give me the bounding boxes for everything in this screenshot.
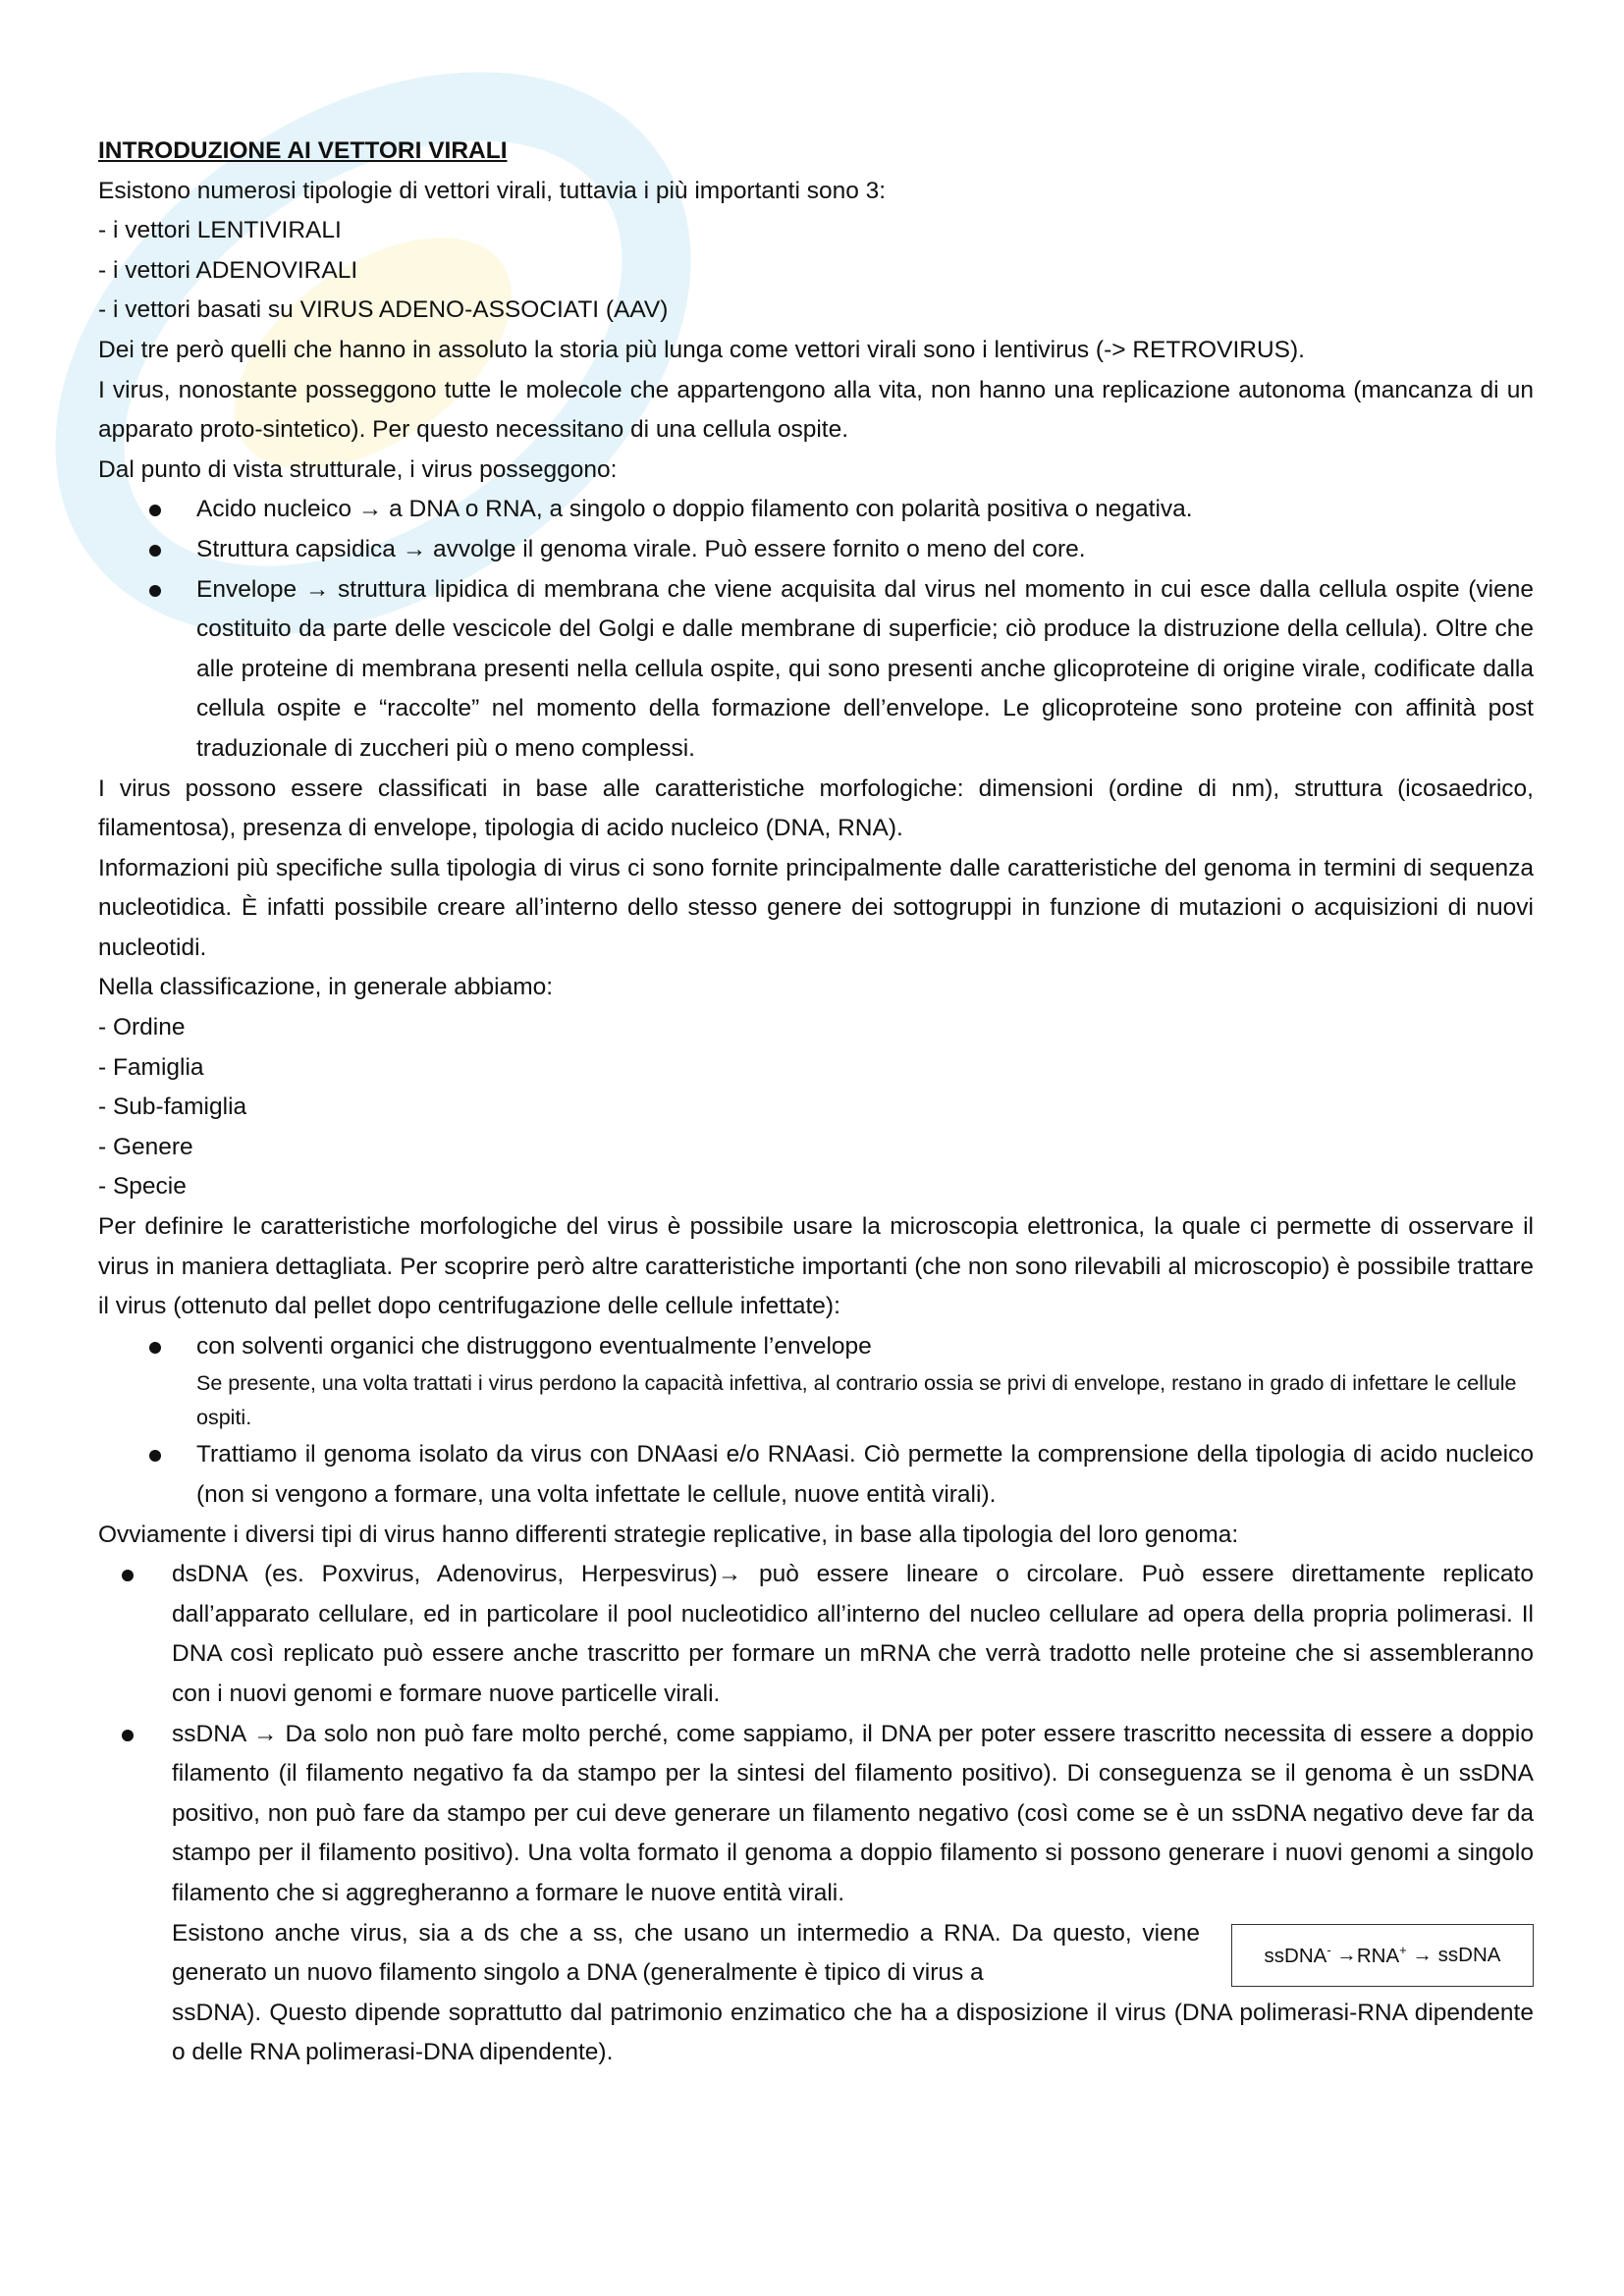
intro-list-item: - i vettori LENTIVIRALI	[98, 217, 342, 244]
treatment-bullet: Trattiamo il genoma isolato da virus con DNAasi e/o RNAasi. Ciò permette la comprensione della tipologia di acido nucleico (non si vengono a formare, una volta infettate le cellule, nuove entità virali).	[98, 1435, 1534, 1515]
page-title: INTRODUZIONE AI VETTORI VIRALI	[98, 137, 508, 164]
document-page	[98, 132, 1534, 2073]
taxonomy-item: - Famiglia	[98, 1053, 204, 1081]
intro-list-item: - i vettori ADENOVIRALI	[98, 256, 358, 284]
intro-list-item: - i vettori basati su VIRUS ADENO-ASSOCIATI (AAV)	[98, 296, 669, 324]
treatment-bullet: con solventi organici che distruggono eventualmente l’envelope	[98, 1327, 1534, 1367]
bullet-icon	[149, 505, 161, 516]
bullet-icon	[149, 1342, 161, 1354]
arrow-right-icon: →	[1336, 1943, 1357, 1966]
intro-line: Dal punto di vista strutturale, i virus posseggono:	[98, 455, 618, 483]
bullet-icon	[122, 1730, 134, 1741]
arrow-right-icon: →	[1412, 1943, 1433, 1966]
taxonomy-item: - Specie	[98, 1173, 187, 1201]
ssdna-extra-text: Esistono anche virus, sia a ds che a ss, che usano un intermedio a RNA. Da questo, viene generato un nuovo filamento singolo a DNA (generalmente è tipico di virus a	[172, 1919, 1200, 1987]
bullet-icon	[149, 545, 161, 557]
classification-paragraph: Informazioni più specifiche sulla tipologia di virus ci sono fornite principalmente dalle caratteristiche del genoma in termini di sequenza nucleotidica. È infatti possibile creare all’interno dello stesso genere dei sottogruppi in funzione di mutazioni o acquisizioni di nuovi nucleotidi.	[98, 854, 1534, 961]
eq-rna-plus: RNA+	[1356, 1942, 1407, 1967]
structure-bullet: Acido nucleico → a DNA o RNA, a singolo o doppio filamento con polarità positiva o negativa.	[98, 490, 1534, 530]
bullet-icon	[122, 1570, 134, 1581]
classification-paragraph: Nella classificazione, in generale abbiamo:	[98, 974, 554, 1001]
taxonomy-item: - Ordine	[98, 1014, 186, 1041]
replication-equation-box	[1231, 1924, 1534, 1987]
strategies-intro: Ovviamente i diversi tipi di virus hanno differenti strategie replicative, in base alla tipologia del loro genoma:	[98, 1521, 1239, 1548]
intro-paragraph: I virus, nonostante posseggono tutte le molecole che appartengono alla vita, non hanno una replicazione autonoma (mancanza di un apparato proto-sintetico). Per questo necessitano di una cellula ospite.	[98, 376, 1534, 444]
strategy-bullet-dsdna: dsDNA (es. Poxvirus, Adenovirus, Herpesvirus)→ può essere lineare o circolare. Può essere direttamente replicato dall’apparato cellulare, ed in particolare il pool nucleotidico all’interno del nucleo cellulare ad opera della propria polimerasi. Il DNA così replicato può essere anche trascritto per formare un mRNA che verrà tradotto nelle proteine che si assembleranno con i nuovi genomi e formare nuove particelle virali.	[98, 1555, 1534, 1714]
classification-paragraph: I virus possono essere classificati in base alle caratteristiche morfologiche: dimensioni (ordine di nm), struttura (icosaedrico, filamentosa), presenza di envelope, tipologia di acido nucleico (DNA, RNA).	[98, 774, 1534, 842]
bullet-icon	[149, 585, 161, 597]
strategy-bullet-ssdna: ssDNA → Da solo non può fare molto perché, come sappiamo, il DNA per poter essere trascritto necessita di essere a doppio filamento (il filamento negativo fa da stampo per la sintesi del filamento positivo). Di conseguenza se il genoma è un ssDNA positivo, non può fare da stampo per cui deve generare un filamento negativo (così come se è un ssDNA negativo deve far da stampo per il filamento positivo). Una volta formato il genoma a doppio filamento si possono generare i nuovi genomi a singolo filamento che si aggregheranno a formare le nuove entità virali.	[98, 1715, 1534, 1914]
treatment-note: Se presente, una volta trattati i virus perdono la capacità infettiva, al contrario ossia se privi di envelope, restano in grado di infettare le cellule ospiti.	[196, 1371, 1517, 1430]
intro-line: Esistono numerosi tipologie di vettori virali, tuttavia i più importanti sono 3:	[98, 177, 887, 204]
ssdna-extra-text-rest: ssDNA). Questo dipende soprattutto dal patrimonio enzimatico che ha a disposizione il virus (DNA polimerasi-RNA dipendente o delle RNA polimerasi-DNA dipendente).	[172, 1999, 1534, 2066]
microscopy-paragraph: Per definire le caratteristiche morfologiche del virus è possibile usare la microscopia elettronica, la quale ci permette di osservare il virus in maniera dettagliata. Per scoprire però altre caratteristiche importanti (che non sono rilevabili al microscopio) è possibile trattare il virus (ottenuto dal pellet dopo centrifugazione delle cellule infettate):	[98, 1213, 1534, 1320]
ssdna-rna-intermediate	[98, 1914, 1534, 1994]
eq-ssdna-minus: ssDNA-	[1264, 1942, 1331, 1967]
structure-bullet: Struttura capsidica → avvolge il genoma virale. Può essere fornito o meno del core.	[98, 530, 1534, 570]
structure-bullet: Envelope → struttura lipidica di membrana che viene acquisita dal virus nel momento in cui esce dalla cellula ospite (viene costituito da parte delle vescicole del Golgi e dalle membrane di superficie; ciò produce la distruzione della cellula). Oltre che alle proteine di membrana presenti nella cellula ospite, qui sono presenti anche glicoproteine di origine virale, codificate dalla cellula ospite e “raccolte” nel momento della formazione dell’envelope. Le glicoproteine sono proteine con affinità post traduzionale di zuccheri più o meno complessi.	[98, 570, 1534, 770]
eq-ssdna: ssDNA	[1437, 1943, 1501, 1966]
taxonomy-item: - Sub-famiglia	[98, 1094, 247, 1121]
intro-line: Dei tre però quelli che hanno in assoluto la storia più lunga come vettori virali sono i lentivirus (-> RETROVIRUS).	[98, 336, 1305, 363]
bullet-icon	[149, 1450, 161, 1462]
taxonomy-item: - Genere	[98, 1133, 193, 1160]
